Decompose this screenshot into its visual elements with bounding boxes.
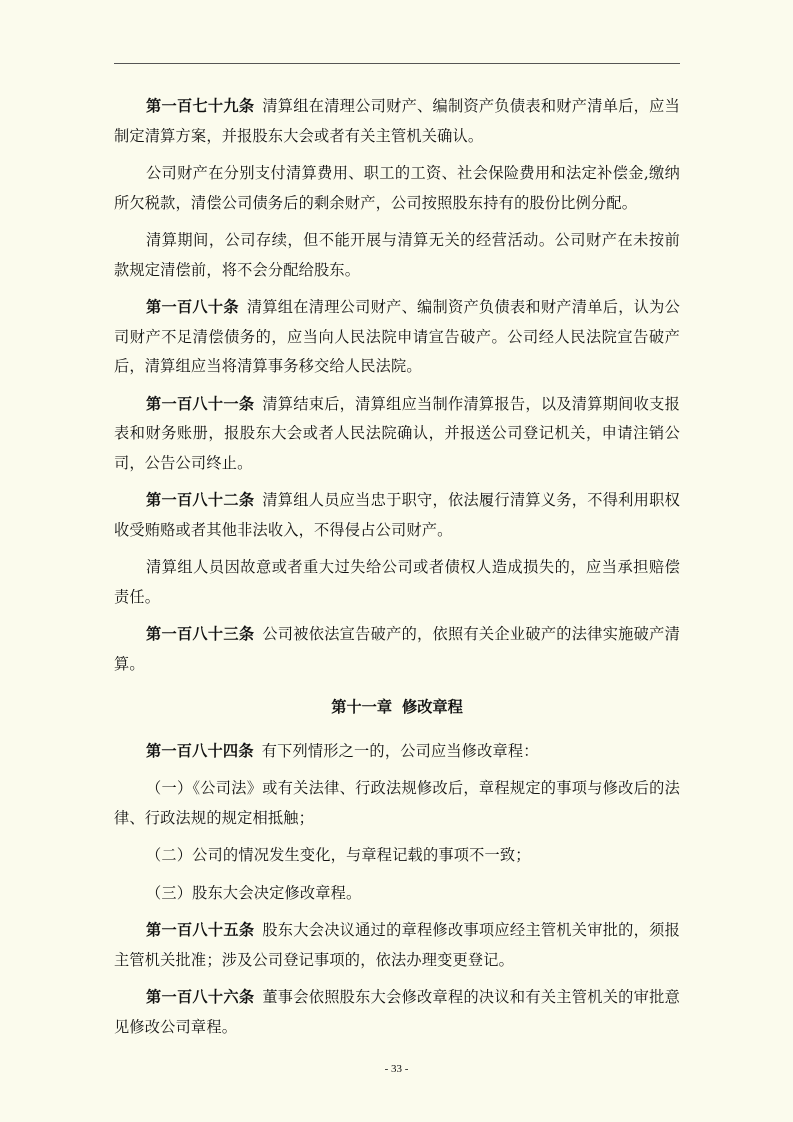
paragraph-text: 清算期间，公司存续，但不能开展与清算无关的经营活动。公司财产在未按前款规定清偿前，将不会分配给股东。: [114, 231, 680, 279]
paragraph: [114, 737, 680, 767]
paragraph-text: 清算组人员应当忠于职守，依法履行清算义务，不得利用职权收受贿赂或者其他非法收入，不得侵占公司财产。: [114, 491, 680, 539]
chapter-title: 修改章程: [402, 698, 463, 716]
paragraph-text: 有下列情形之一的，公司应当修改章程：: [261, 741, 539, 760]
paragraph: [114, 159, 680, 218]
paragraph-text: 清算组在清理公司财产、编制资产负债表和财产清单后，认为公司财产不足清偿债务的，应当向人民法院申请宣告破产。公司经人民法院宣告破产后，清算组应当将清算事务移交给人民法院。: [114, 298, 680, 375]
paragraph: [114, 774, 680, 833]
paragraph-text: （三）股东大会决定修改章程。: [146, 883, 362, 902]
article-number: 第一百八十三条: [146, 625, 255, 643]
article-number: 第一百八十二条: [146, 491, 255, 509]
paragraph: [114, 486, 680, 545]
paragraph: [114, 841, 680, 871]
paragraph-text: 公司被依法宣告破产的，依照有关企业破产的法律实施破产清算。: [114, 625, 680, 673]
paragraph: [114, 620, 680, 679]
article-number: 第一百八十条: [146, 298, 239, 316]
paragraph: [114, 879, 680, 909]
paragraph-text: 清算组人员因故意或者重大过失给公司或者债权人造成损失的，应当承担赔偿责任。: [114, 558, 680, 606]
page-number: - 33 -: [384, 1063, 409, 1075]
paragraph-text: 董事会依照股东大会修改章程的决议和有关主管机关的审批意见修改公司章程。: [114, 988, 680, 1036]
paragraph-text: 清算组在清理公司财产、编制资产负债表和财产清单后，应当制定清算方案，并报股东大会或者有关主管机关确认。: [114, 97, 680, 145]
paragraph: [114, 390, 680, 479]
paragraph-text: （一）《公司法》或有关法律、行政法规修改后，章程规定的事项与修改后的法律、行政法规的规定相抵触；: [114, 779, 680, 827]
paragraph-text: 清算结束后，清算组应当制作清算报告，以及清算期间收支报表和财务账册，报股东大会或者人民法院确认，并报送公司登记机关，申请注销公司，公告公司终止。: [114, 394, 680, 472]
article-number: 第一百八十四条: [146, 741, 254, 760]
chapter-heading: [114, 693, 680, 723]
article-number: 第一百八十一条: [146, 394, 255, 413]
document-body: [114, 92, 680, 1050]
paragraph: [114, 92, 680, 151]
chapter-number: 第十一章: [331, 698, 392, 716]
header-rule: [114, 63, 680, 64]
article-number: 第一百八十六条: [146, 988, 255, 1006]
paragraph-text: 股东大会决议通过的章程修改事项应经主管机关审批的，须报主管机关批准；涉及公司登记事项的，依法办理变更登记。: [114, 921, 680, 969]
paragraph-text: （二）公司的情况发生变化，与章程记载的事项不一致；: [146, 846, 531, 864]
paragraph: [114, 293, 680, 382]
article-number: 第一百八十五条: [146, 921, 255, 939]
paragraph-text: 公司财产在分别支付清算费用、职工的工资、社会保险费用和法定补偿金,缴纳所欠税款，清偿公司债务后的剩余财产，公司按照股东持有的股份比例分配。: [114, 164, 680, 212]
paragraph: [114, 553, 680, 612]
article-number: 第一百七十九条: [146, 97, 255, 115]
paragraph: [114, 916, 680, 975]
paragraph: [114, 226, 680, 285]
paragraph: [114, 983, 680, 1042]
